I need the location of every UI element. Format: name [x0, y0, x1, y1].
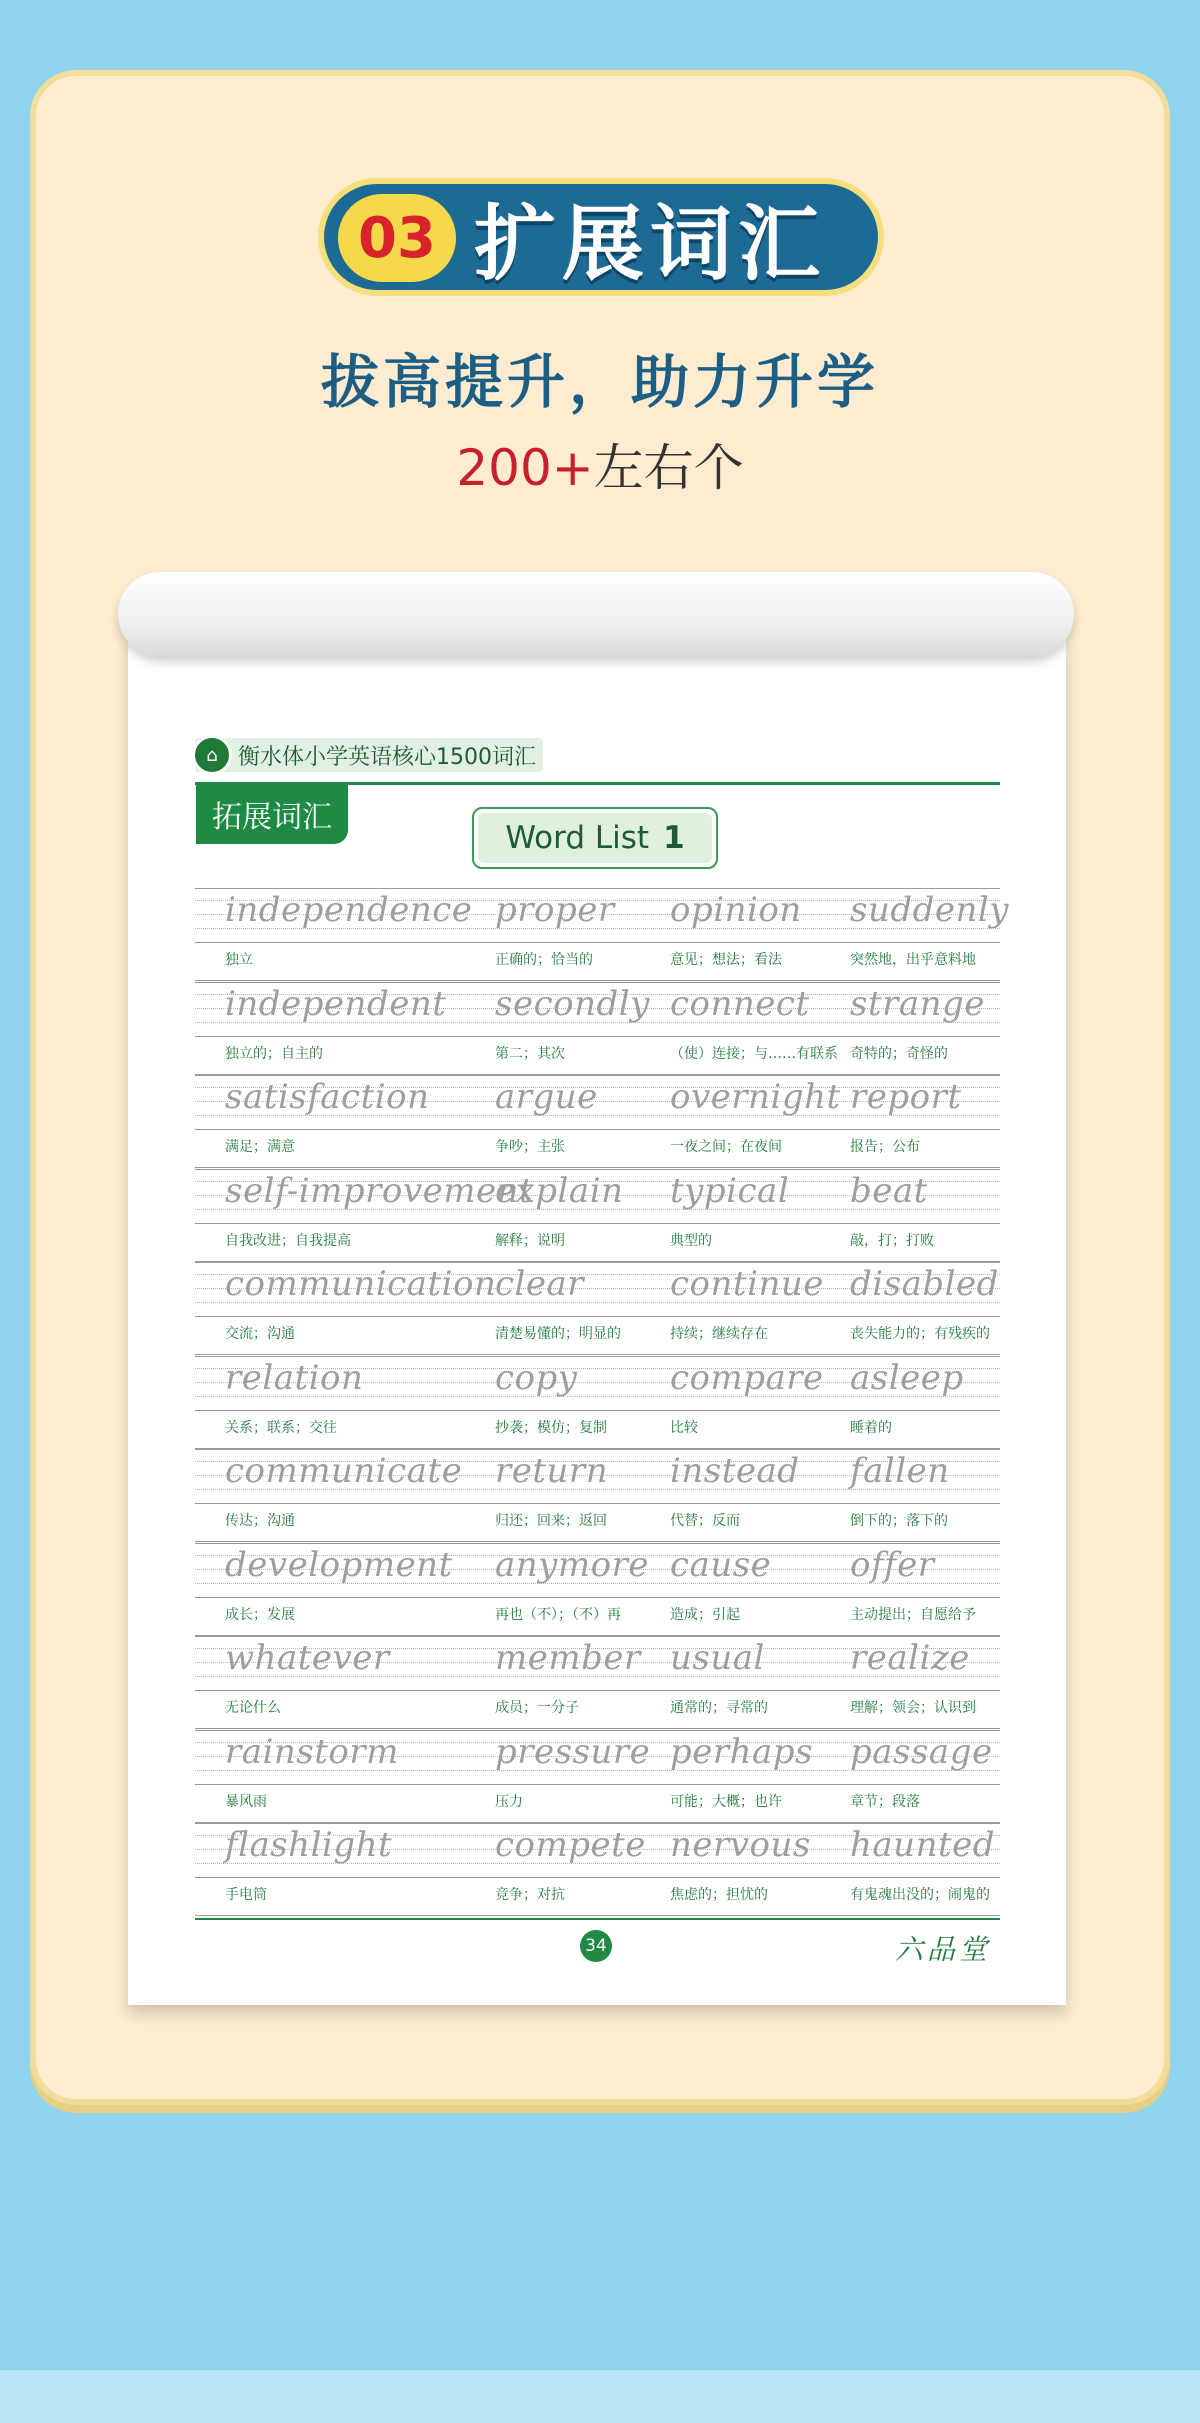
writing-guide-line — [195, 1223, 1000, 1224]
vocab-word: connect — [670, 983, 810, 1024]
writing-guide-line — [195, 1129, 1000, 1130]
vocab-meaning: 可能；大概；也许 — [670, 1793, 782, 1810]
section-tab: 拓展词汇 — [196, 784, 348, 844]
vocab-word: perhaps — [670, 1731, 814, 1772]
writing-guide-line — [195, 1169, 1000, 1170]
vocab-word: overnight — [670, 1077, 841, 1117]
vocab-word: suddenly — [850, 890, 1009, 930]
writing-guide-line — [195, 1316, 1000, 1317]
vocab-word: asleep — [850, 1357, 964, 1398]
writing-guide-line — [195, 1823, 1000, 1824]
vocab-meaning: 自我改进；自我提高 — [225, 1232, 351, 1249]
vocab-word: argue — [495, 1077, 598, 1117]
vocab-meaning: 倒下的；落下的 — [850, 1513, 948, 1529]
vocab-meaning: 解释；说明 — [495, 1232, 565, 1249]
word-list-number: 1 — [663, 820, 685, 856]
vocab-meaning: 睡着的 — [850, 1419, 892, 1436]
vocab-meaning: 报告；公布 — [850, 1139, 920, 1155]
vocab-word: passage — [850, 1731, 993, 1772]
vocab-word: compare — [670, 1357, 824, 1398]
writing-guide-line — [195, 1036, 1000, 1037]
section-header-pill — [318, 178, 884, 296]
vocab-word: cause — [670, 1544, 772, 1585]
vocab-meaning: 造成；引起 — [670, 1606, 740, 1623]
section-number-badge: 03 — [338, 194, 456, 282]
row-divider — [195, 1915, 1000, 1916]
vocab-meaning: 成员；一分子 — [495, 1700, 579, 1716]
vocab-word: self-improvement — [225, 1170, 534, 1211]
writing-guide-line — [195, 1877, 1000, 1878]
writing-guide-line — [195, 888, 1000, 889]
vocab-word: member — [495, 1638, 641, 1678]
writing-guide-line — [195, 1543, 1000, 1544]
vocab-meaning: 典型的 — [670, 1232, 712, 1249]
vocab-word: anymore — [495, 1544, 649, 1585]
word-count-number: 200+ — [456, 439, 594, 497]
word-count-suffix: 左右个 — [593, 439, 744, 497]
vocab-word: whatever — [225, 1638, 390, 1678]
vocab-word: opinion — [670, 890, 802, 930]
vocab-meaning: 争吵；主张 — [495, 1139, 565, 1155]
vocab-row — [195, 1169, 1000, 1263]
vocab-word: independent — [225, 983, 447, 1024]
vocab-word: usual — [670, 1638, 765, 1678]
writing-guide-line — [195, 1690, 1000, 1691]
vocab-meaning: 意见；想法；看法 — [670, 952, 782, 968]
vocab-word: secondly — [495, 983, 650, 1024]
vocab-meaning: 再也（不）；（不）再 — [495, 1606, 621, 1623]
vocab-row — [195, 1075, 1000, 1169]
vocab-word: nervous — [670, 1825, 811, 1865]
vocab-row — [195, 1262, 1000, 1356]
vocab-word: flashlight — [225, 1825, 393, 1865]
vocab-word: fallen — [850, 1451, 950, 1491]
vocab-word: pressure — [495, 1731, 651, 1772]
vocab-row — [195, 1730, 1000, 1824]
vocab-word: offer — [850, 1544, 935, 1585]
vocab-row — [195, 1356, 1000, 1450]
school-icon: ⌂ — [192, 735, 232, 775]
vocabulary-grid — [195, 888, 1009, 1917]
vocab-meaning: 抄袭；模仿；复制 — [495, 1419, 607, 1436]
book-title: 衡水体小学英语核心1500词汇 — [238, 744, 536, 770]
vocab-meaning: 通常的；寻常的 — [670, 1700, 768, 1716]
vocab-meaning: 手电筒 — [225, 1887, 267, 1903]
vocab-meaning: 比较 — [670, 1419, 698, 1436]
vocab-meaning: 关系；联系；交往 — [225, 1419, 337, 1436]
vocab-row — [195, 1636, 1000, 1730]
writing-guide-line — [195, 1636, 1000, 1637]
vocab-word: communicate — [225, 1451, 463, 1491]
vocab-word: development — [225, 1544, 453, 1585]
vocab-word: typical — [670, 1170, 790, 1211]
writing-guide-line — [195, 1410, 1000, 1411]
writing-guide-line — [195, 1503, 1000, 1504]
word-list-label — [472, 807, 718, 869]
writing-guide-line — [195, 1730, 1000, 1731]
vocab-meaning: 焦虑的；担忧的 — [670, 1887, 768, 1903]
page-number: 34 — [580, 1930, 612, 1962]
word-count — [0, 428, 1200, 500]
vocab-meaning: 传达；沟通 — [225, 1513, 295, 1529]
vocab-word: communication — [225, 1264, 497, 1304]
vocab-word: haunted — [850, 1825, 996, 1865]
vocab-meaning: 正确的；恰当的 — [495, 952, 593, 968]
vocab-meaning: 一夜之间；在夜间 — [670, 1139, 782, 1155]
vocab-word: satisfaction — [225, 1077, 430, 1117]
vocab-meaning: 第二；其次 — [495, 1045, 565, 1062]
vocab-word: independence — [225, 890, 473, 930]
vocab-meaning: 独立的；自主的 — [225, 1045, 323, 1062]
vocab-meaning: 交流；沟通 — [225, 1326, 295, 1342]
vocab-meaning: 无论什么 — [225, 1700, 281, 1716]
vocab-meaning: 归还；回来；返回 — [495, 1513, 607, 1529]
section-title: 扩展词汇 — [474, 196, 827, 292]
writing-guide-line — [195, 982, 1000, 983]
vocab-word: disabled — [850, 1264, 999, 1304]
vocab-row — [195, 1449, 1000, 1543]
vocab-word: continue — [670, 1264, 824, 1304]
vocab-word: compete — [495, 1825, 646, 1865]
vocab-word: beat — [850, 1170, 928, 1211]
writing-guide-line — [195, 1597, 1000, 1598]
writing-guide-line — [195, 1356, 1000, 1357]
vocab-word: instead — [670, 1451, 800, 1491]
vocab-meaning: 暴风雨 — [225, 1793, 267, 1810]
vocab-meaning: （使）连接；与……有联系 — [670, 1045, 838, 1062]
bottom-band — [0, 2370, 1200, 2423]
brand-logo: 六品堂 — [895, 1933, 992, 1966]
vocab-meaning: 突然地，出乎意料地 — [850, 952, 976, 968]
writing-guide-line — [195, 942, 1000, 943]
vocab-meaning: 竞争；对抗 — [495, 1887, 565, 1903]
vocab-meaning: 理解；领会；认识到 — [850, 1700, 976, 1716]
vocab-word: strange — [850, 983, 985, 1024]
notebook-roll — [118, 572, 1074, 656]
vocab-meaning: 代替；反而 — [670, 1513, 740, 1529]
writing-guide-line — [195, 1262, 1000, 1263]
writing-guide-line — [195, 1075, 1000, 1076]
vocab-word: report — [850, 1077, 962, 1117]
vocab-meaning: 章节；段落 — [850, 1793, 920, 1810]
vocab-word: relation — [225, 1357, 364, 1398]
vocab-meaning: 有鬼魂出没的；闹鬼的 — [850, 1887, 990, 1903]
word-list-text: Word List — [505, 820, 650, 856]
vocab-row — [195, 1823, 1000, 1917]
footer-divider — [195, 1918, 1000, 1920]
vocab-word: copy — [495, 1357, 578, 1398]
vocab-meaning: 主动提出；自愿给予 — [850, 1606, 976, 1623]
writing-guide-line — [195, 1784, 1000, 1785]
vocab-meaning: 独立 — [225, 952, 253, 968]
writing-guide-line — [195, 1449, 1000, 1450]
vocab-meaning: 丧失能力的；有残疾的 — [850, 1326, 990, 1342]
subtitle: 拔高提升，助力升学 — [320, 348, 879, 416]
vocab-word: rainstorm — [225, 1731, 399, 1772]
vocab-word: proper — [495, 890, 615, 930]
vocab-meaning: 清楚易懂的；明显的 — [495, 1326, 621, 1342]
vocab-word: clear — [495, 1264, 585, 1304]
vocab-word: explain — [495, 1170, 624, 1211]
vocab-meaning: 压力 — [495, 1793, 523, 1810]
vocab-meaning: 持续；继续存在 — [670, 1326, 768, 1342]
vocab-meaning: 满足；满意 — [225, 1139, 295, 1155]
vocab-row — [195, 982, 1000, 1076]
vocab-row — [195, 888, 1009, 982]
vocab-meaning: 敲，打；打败 — [850, 1232, 934, 1249]
vocab-meaning: 成长；发展 — [225, 1606, 295, 1623]
vocab-word: return — [495, 1451, 609, 1491]
vocab-row — [195, 1543, 1000, 1637]
vocab-meaning: 奇特的；奇怪的 — [850, 1045, 948, 1062]
vocab-word: realize — [850, 1638, 970, 1678]
